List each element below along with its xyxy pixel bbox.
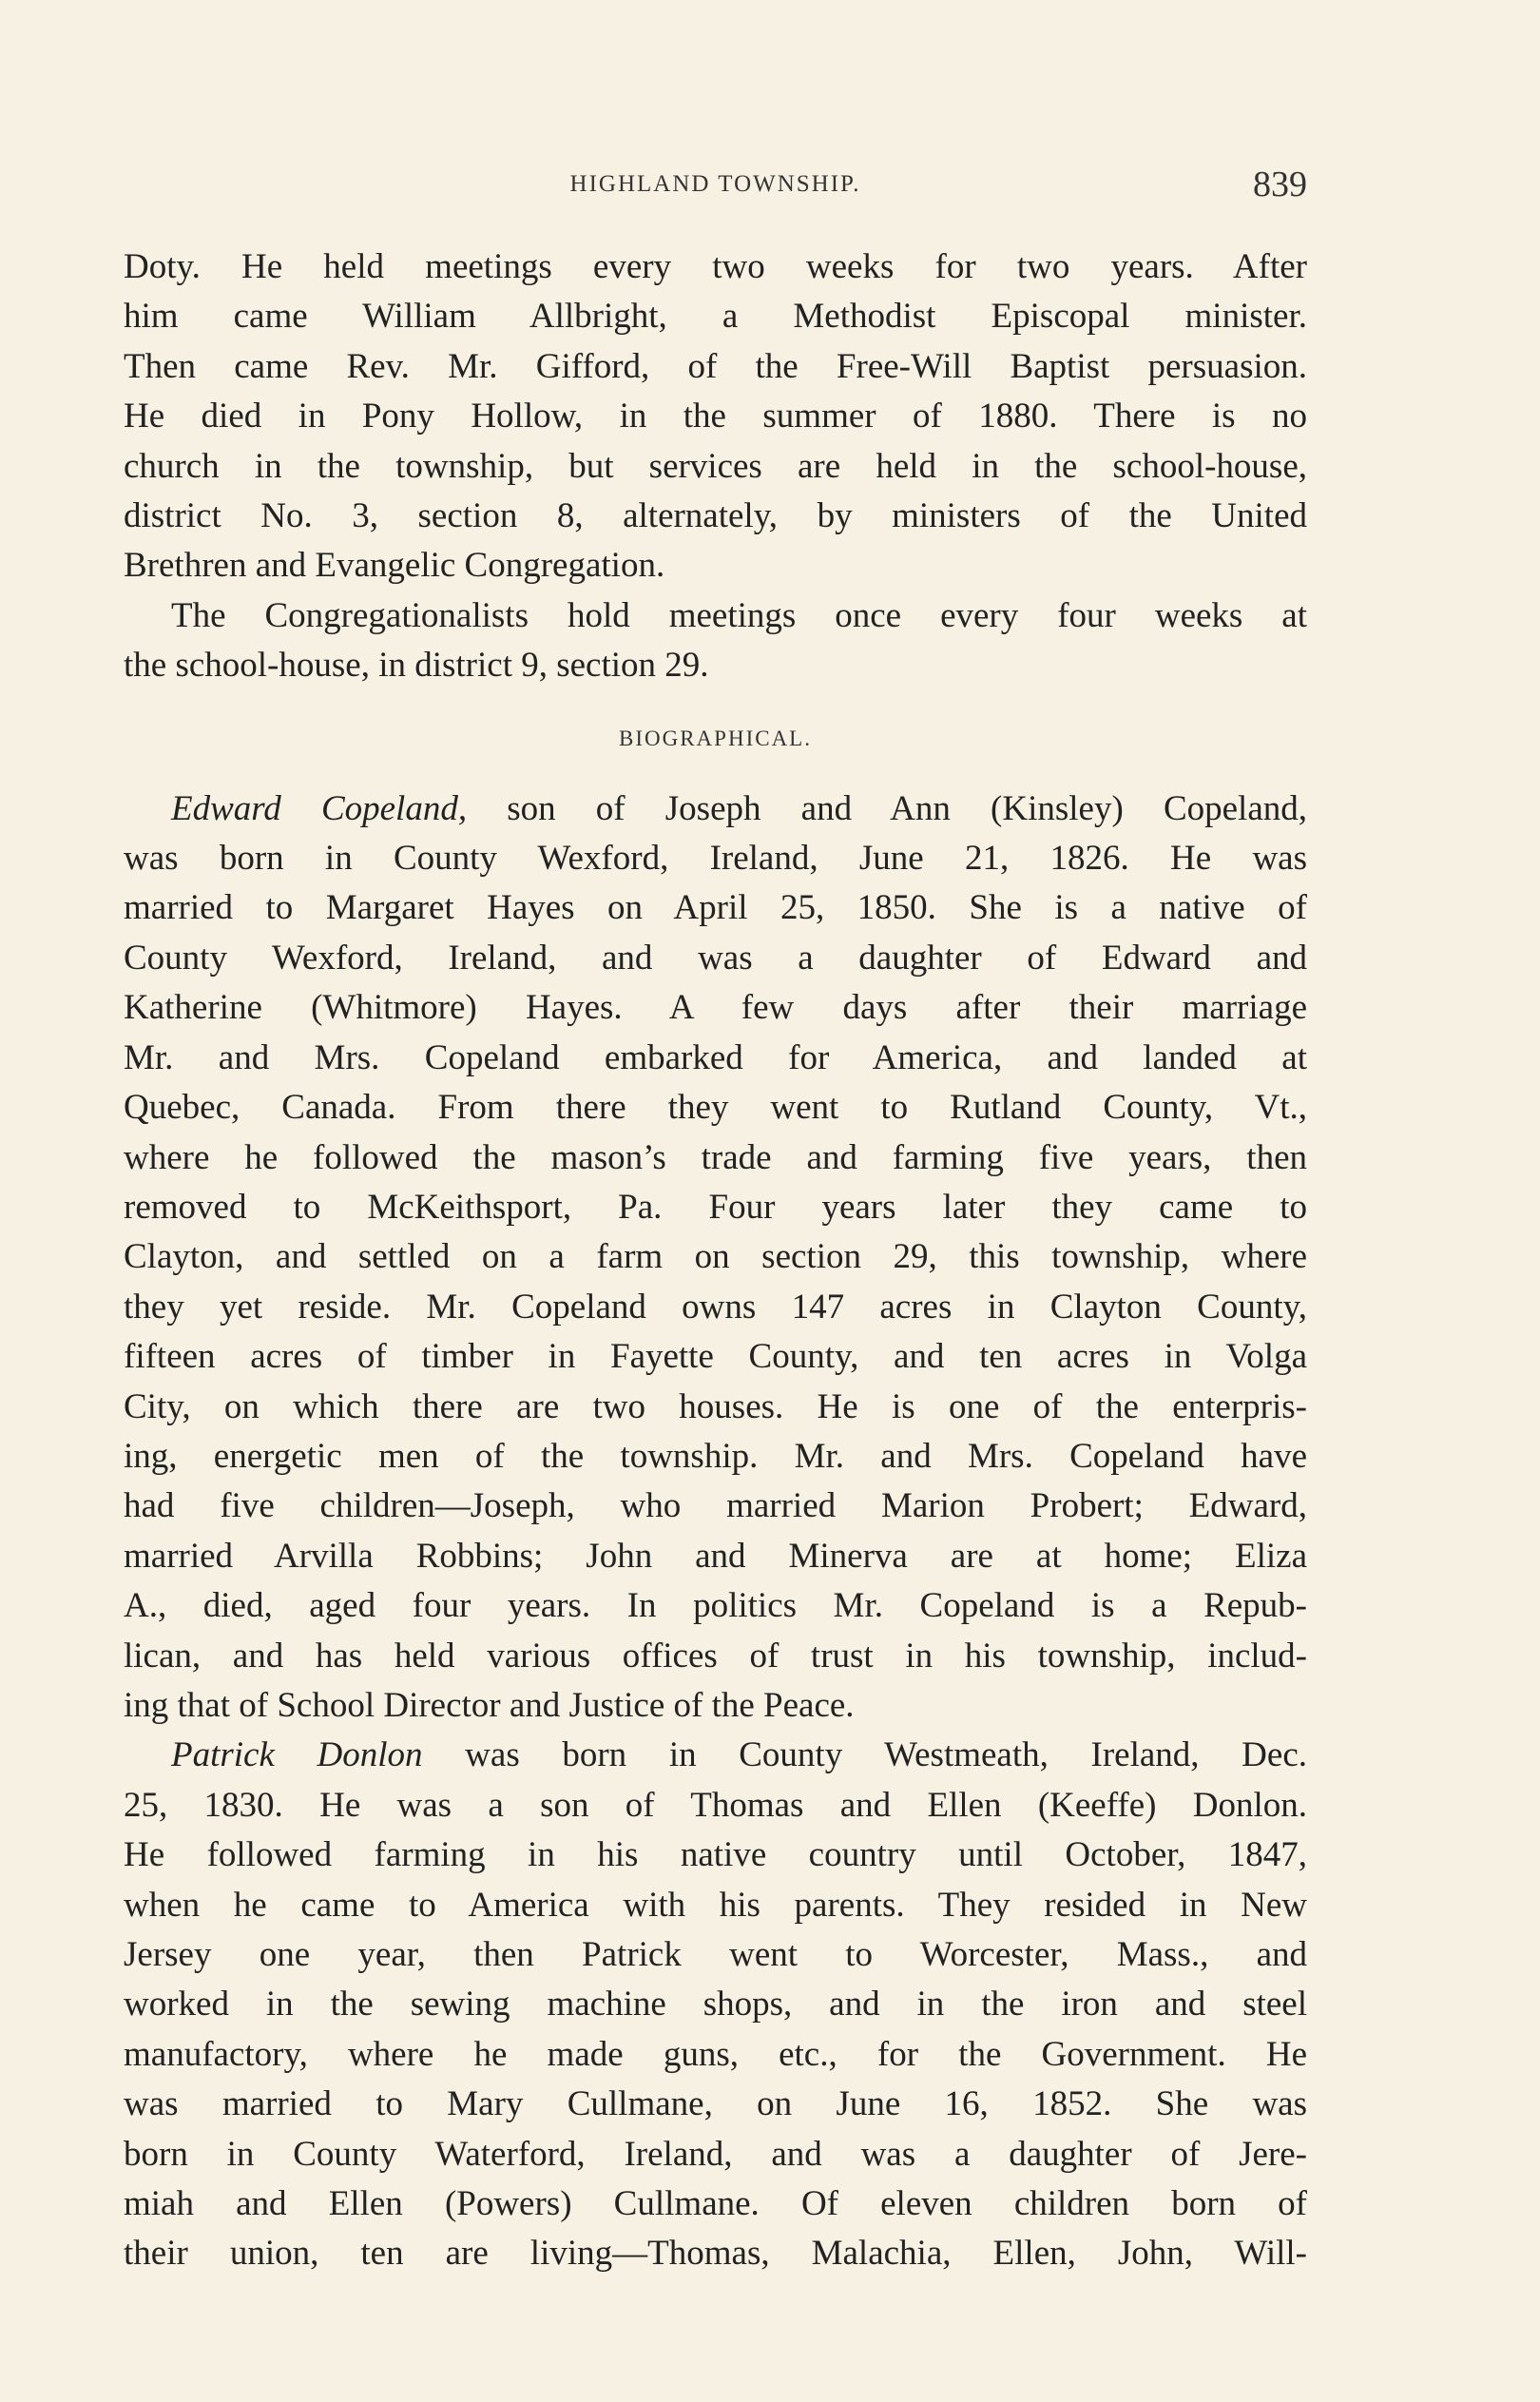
- text-line: manufactory, where he made guns, etc., for the Government. He: [124, 2034, 1307, 2074]
- text-line: Brethren and Evangelic Congregation.: [124, 546, 665, 586]
- text-line: married to Margaret Hayes on April 25, 1850. She is a native of: [124, 888, 1307, 928]
- bio-first-line: [124, 785, 1307, 834]
- page-header: [124, 164, 1307, 211]
- text-line: their union, ten are living—Thomas, Malachia, Ellen, John, Will-: [124, 2234, 1307, 2274]
- text-line: He died in Pony Hollow, in the summer of 1880. There is no: [124, 397, 1307, 436]
- running-head: HIGHLAND TOWNSHIP.: [569, 171, 861, 197]
- text-line: 25, 1830. He was a son of Thomas and Ellen (Keeffe) Donlon.: [124, 1785, 1307, 1825]
- bio-name-copeland: Edward Copeland,: [171, 788, 468, 828]
- text-line: church in the township, but services are held in the school-house,: [124, 446, 1307, 486]
- text-line: they yet reside. Mr. Copeland owns 147 acres in Clayton County,: [124, 1287, 1307, 1327]
- text-line: Clayton, and settled on a farm on section 29, this township, where: [124, 1237, 1307, 1277]
- text-line: Then came Rev. Mr. Gifford, of the Free-Will Baptist persuasion.: [124, 346, 1307, 386]
- text-line: Katherine (Whitmore) Hayes. A few days after their marriage: [124, 988, 1307, 1028]
- text-line: was married to Mary Cullmane, on June 16, 1852. She was: [124, 2084, 1307, 2124]
- text-line: Doty. He held meetings every two weeks for two years. After: [124, 247, 1307, 286]
- text-line: was born in County Wexford, Ireland, June 21, 1826. He was: [124, 839, 1307, 879]
- text-line: district No. 3, section 8, alternately, by ministers of the United: [124, 496, 1307, 536]
- text-line: Quebec, Canada. From there they went to Rutland County, Vt.,: [124, 1088, 1307, 1128]
- bio-first-line: [124, 1731, 1307, 1780]
- text-line: He followed farming in his native country until October, 1847,: [124, 1835, 1307, 1875]
- text-line: Jersey one year, then Patrick went to Worcester, Mass., and: [124, 1935, 1307, 1974]
- section-heading: BIOGRAPHICAL.: [619, 726, 812, 750]
- text-line: lican, and has held various offices of trust in his township, includ-: [124, 1636, 1307, 1676]
- text-line: where he followed the mason’s trade and farming five years, then: [124, 1137, 1307, 1177]
- text-line: A., died, aged four years. In politics Mr. Copeland is a Repub-: [124, 1586, 1307, 1626]
- text-line: worked in the sewing machine shops, and in the iron and steel: [124, 1985, 1307, 2024]
- text-line: removed to McKeithsport, Pa. Four years later they came to: [124, 1187, 1307, 1227]
- text-line: County Wexford, Ireland, and was a daughter of Edward and: [124, 938, 1307, 978]
- text-line: when he came to America with his parents. They resided in New: [124, 1885, 1307, 1925]
- text-line: born in County Waterford, Ireland, and was a daughter of Jere-: [124, 2134, 1307, 2174]
- text-line: Mr. and Mrs. Copeland embarked for America, and landed at: [124, 1037, 1307, 1077]
- text-line: him came William Allbright, a Methodist Episcopal minister.: [124, 297, 1307, 337]
- bio-name-donlon: Patrick Donlon: [171, 1735, 423, 1775]
- text-line: miah and Ellen (Powers) Cullmane. Of eleven children born of: [124, 2184, 1307, 2224]
- text-line: had five children—Joseph, who married Marion Probert; Edward,: [124, 1486, 1307, 1526]
- text-line: City, on which there are two houses. He is one of the enterpris-: [124, 1386, 1307, 1426]
- text-line: The Congregationalists hold meetings once every four weeks at: [171, 595, 1307, 635]
- text-line: ing that of School Director and Justice of the Peace.: [124, 1685, 855, 1725]
- page-number: 839: [1253, 165, 1307, 204]
- text-line: fifteen acres of timber in Fayette County, and ten acres in Volga: [124, 1337, 1307, 1377]
- text-line: ing, energetic men of the township. Mr. and Mrs. Copeland have: [124, 1436, 1307, 1476]
- text-line: married Arvilla Robbins; John and Minerva are at home; Eliza: [124, 1536, 1307, 1576]
- bio-line-rest: was born in County Westmeath, Ireland, Dec.: [422, 1735, 1307, 1775]
- body-text: [124, 242, 1307, 2279]
- bio-line-rest: son of Joseph and Ann (Kinsley) Copeland,: [467, 788, 1307, 828]
- text-line: the school-house, in district 9, section 29.: [124, 646, 709, 686]
